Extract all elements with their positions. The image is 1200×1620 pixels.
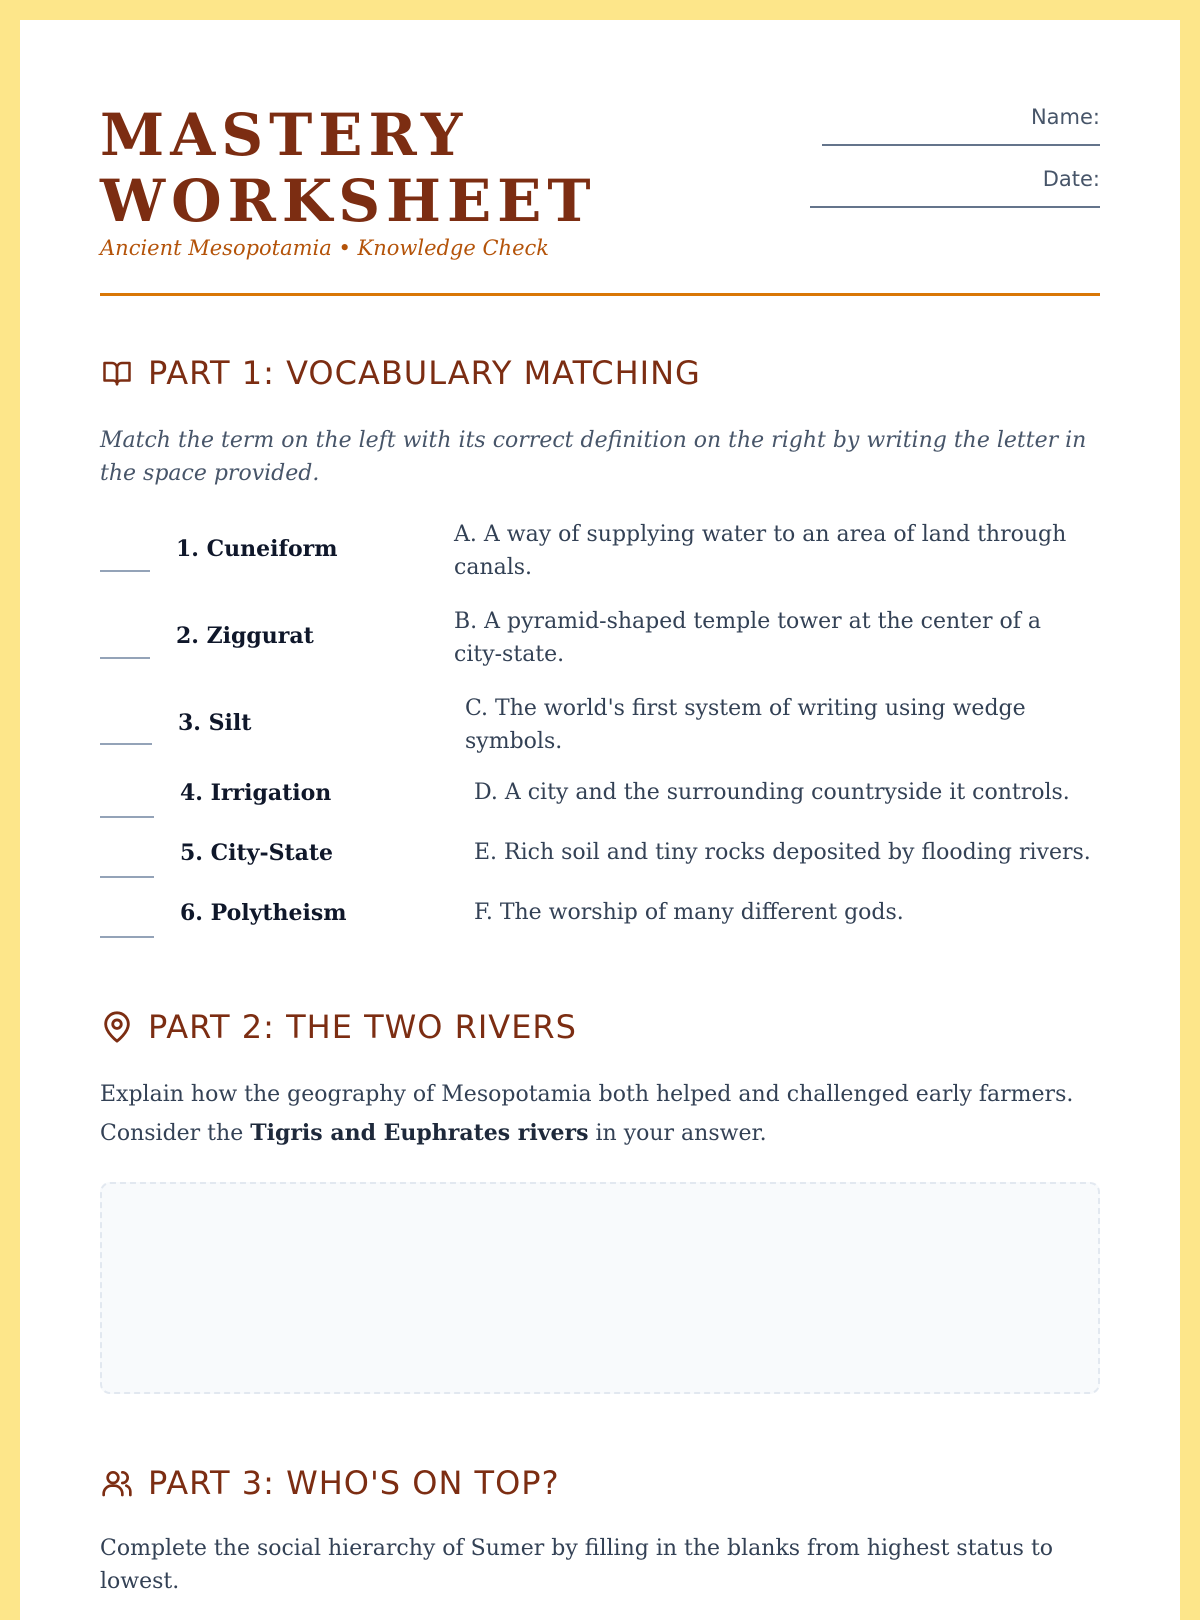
part2-heading-text: PART 2: THE TWO RIVERS [148, 1008, 577, 1046]
part2-prompt [100, 1076, 1100, 1153]
term-label: 3. Silt [178, 710, 252, 736]
answer-blank[interactable] [100, 657, 150, 659]
date-field[interactable] [810, 206, 1100, 208]
student-fields [810, 102, 1100, 226]
definition-text: D. A city and the surrounding countryside it controls. [474, 780, 1070, 805]
map-pin-icon [100, 1010, 134, 1044]
match-row [100, 688, 1100, 758]
part3-heading [100, 1464, 560, 1502]
definition-text: B. A pyramid-shaped temple tower at the center of a city-state. [454, 609, 1041, 667]
users-icon [100, 1467, 134, 1499]
date-label: Date: [1042, 167, 1100, 191]
term-label: 2. Ziggurat [176, 623, 314, 649]
definition-text: C. The world's first system of writing using wedge symbols. [465, 696, 1026, 754]
match-row [100, 601, 1100, 671]
part3-heading-text: PART 3: WHO'S ON TOP? [148, 1464, 560, 1502]
part3-instructions: Complete the social hierarchy of Sumer by filling in the blanks from highest status to lowest. [100, 1536, 1054, 1594]
definition-text: A. A way of supplying water to an area of land through canals. [454, 522, 1067, 580]
definition-text: F. The worship of many different gods. [474, 900, 904, 925]
part1-instructions: Match the term on the left with its correct definition on the right by writing the letter in the space provided. [100, 428, 1087, 486]
book-open-icon [100, 358, 134, 388]
term-label: 6. Polytheism [180, 900, 347, 926]
worksheet-header [100, 20, 1100, 296]
match-row [100, 900, 1100, 940]
worksheet-subtitle: Ancient Mesopotamia • Knowledge Check [100, 236, 549, 260]
part1-heading [100, 354, 701, 392]
answer-blank[interactable] [100, 816, 154, 818]
name-label: Name: [1030, 105, 1100, 129]
answer-blank[interactable] [100, 570, 150, 572]
part2-prompt-start: Explain how the geography of Mesopotamia both helped and challenged early farmers. Consider the [100, 1082, 1074, 1146]
match-row [100, 840, 1100, 880]
term-label: 1. Cuneiform [176, 536, 338, 562]
match-row [100, 780, 1100, 820]
answer-blank[interactable] [100, 743, 152, 745]
part2-heading [100, 1008, 577, 1046]
match-row [100, 514, 1100, 584]
part2-prompt-end: in your answer. [588, 1121, 767, 1146]
term-label: 5. City-State [180, 840, 334, 866]
answer-blank[interactable] [100, 936, 154, 938]
part2-answer-box[interactable] [100, 1182, 1100, 1394]
name-field[interactable] [822, 144, 1100, 146]
definition-text: E. Rich soil and tiny rocks deposited by flooding rivers. [474, 840, 1091, 865]
answer-blank[interactable] [100, 876, 154, 878]
worksheet-title: MASTERY WORKSHEET [100, 101, 597, 235]
part1-heading-text: PART 1: VOCABULARY MATCHING [148, 354, 701, 392]
term-label: 4. Irrigation [180, 780, 332, 806]
part2-prompt-rivers: Tigris and Euphrates rivers [250, 1120, 589, 1146]
